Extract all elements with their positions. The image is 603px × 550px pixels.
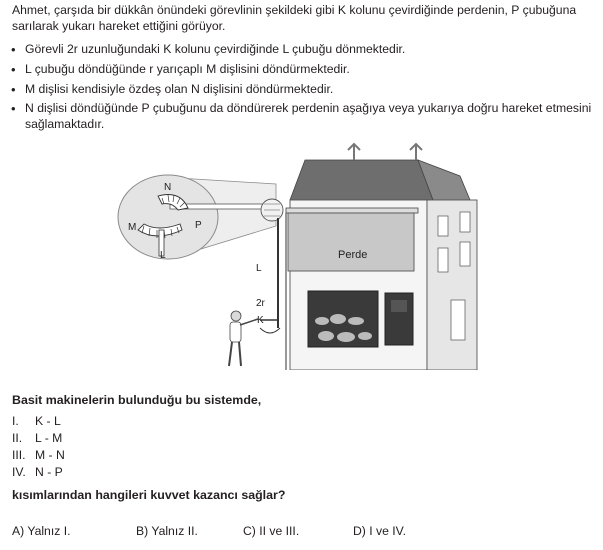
option-number: I. xyxy=(12,414,19,428)
bullet-dot-icon: • xyxy=(11,42,16,57)
label-perde: Perde xyxy=(338,249,368,261)
option-text: N - P xyxy=(35,465,63,479)
bullet-text: Görevli 2r uzunluğundaki K kolunu çevirdiğinde L çubuğu dönmektedir. xyxy=(25,42,406,56)
shop-curtain-figure xyxy=(110,138,485,370)
bullet-list xyxy=(10,42,595,137)
option-text: L - M xyxy=(35,431,63,445)
worker-figure xyxy=(229,311,258,366)
bullet-dot-icon: • xyxy=(11,101,16,117)
bullet-text: M dişlisi kendisiyle özdeş olan N dişlisini döndürmektedir. xyxy=(25,81,334,96)
label-l-zoom: L xyxy=(160,250,166,261)
answer-a[interactable]: A) Yalnız I. xyxy=(12,524,71,538)
bullet-text: N dişlisi döndüğünde P çubuğunu da döndürerek perdenin aşağıya veya yukarıya doğru hareket etmesini sağlamaktadır. xyxy=(25,101,592,131)
option-number: IV. xyxy=(12,465,26,479)
roman-option xyxy=(12,413,65,430)
bullet-dot-icon: • xyxy=(11,61,16,77)
roman-option xyxy=(12,447,65,464)
label-l: L xyxy=(256,263,262,274)
answer-b[interactable]: B) Yalnız II. xyxy=(136,524,198,538)
answer-d[interactable]: D) I ve IV. xyxy=(353,524,407,538)
option-text: K - L xyxy=(35,414,61,428)
roman-option xyxy=(12,430,65,447)
bullet-item xyxy=(10,82,595,97)
roman-option xyxy=(12,464,65,481)
house-roof-front xyxy=(290,160,433,200)
option-number: II. xyxy=(12,431,23,445)
label-2r: 2r xyxy=(256,298,265,309)
curtain-rod-p xyxy=(286,208,418,213)
rotation-arrow-icon xyxy=(260,328,280,333)
label-m: M xyxy=(128,222,137,233)
bullet-dot-icon: • xyxy=(11,81,16,97)
curtain xyxy=(288,213,414,271)
bullet-item xyxy=(10,101,595,132)
roof-arrow-icon xyxy=(348,144,360,160)
bullet-item xyxy=(10,42,595,57)
roman-options-list xyxy=(12,413,65,481)
label-p: P xyxy=(195,220,202,231)
intro-text: Ahmet, çarşıda bir dükkân önündeki görevlinin şekildeki gibi K kolunu çevirdiğinde perdenin, P çubuğuna sarılarak yukarı hareket ettiğini görüyor. xyxy=(12,3,577,33)
bullet-text: L çubuğu döndüğünde r yarıçaplı M dişlisini döndürmektedir. xyxy=(25,61,350,76)
option-text: M - N xyxy=(35,448,65,462)
question-text: Basit makinelerin bulunduğu bu sistemde, xyxy=(12,393,262,407)
label-k: K xyxy=(257,315,264,326)
bullet-item xyxy=(10,62,595,77)
roof-arrow-icon xyxy=(410,144,422,160)
label-n: N xyxy=(164,182,172,193)
option-number: III. xyxy=(12,448,26,462)
prompt-text: kısımlarından hangileri kuvvet kazancı sağlar? xyxy=(12,488,286,502)
answer-c[interactable]: C) II ve III. xyxy=(243,524,300,538)
